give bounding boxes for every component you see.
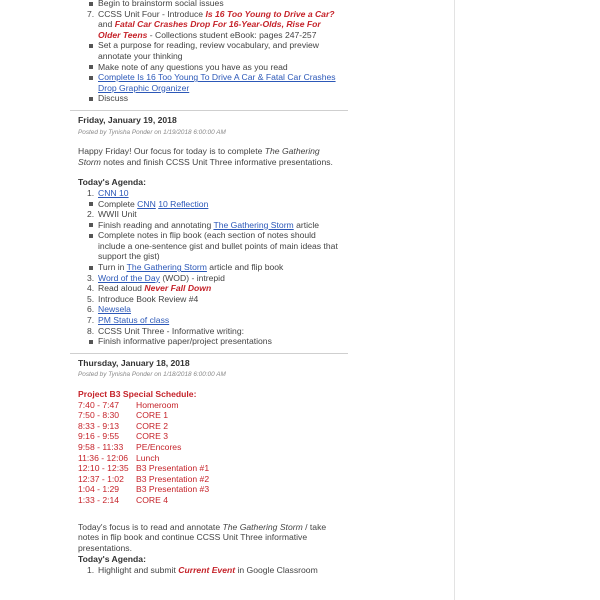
item-number: 8. — [87, 325, 95, 336]
post-focus — [78, 522, 340, 554]
schedule-row — [78, 442, 209, 453]
agenda-sublist — [98, 336, 340, 347]
blog-post-thursday — [78, 358, 340, 576]
cnn10-link[interactable]: CNN 10 — [98, 187, 129, 198]
item-number: 7. — [87, 315, 95, 326]
intro-text: notes and finish CCSS Unit Three informative presentations. — [100, 156, 333, 167]
list-item-text: Complete — [98, 198, 138, 209]
schedule-time: 9:58 - 11:33 — [78, 441, 124, 452]
agenda-item-1 — [87, 187, 340, 209]
schedule-row — [78, 410, 209, 421]
item-text: WWII Unit — [98, 209, 137, 220]
schedule-heading: Project B3 Special Schedule: — [78, 389, 197, 399]
list-item — [98, 0, 340, 9]
item-number: 4. — [87, 283, 95, 294]
agenda-item-1 — [87, 564, 340, 576]
focus-title: The Gathering Storm — [222, 521, 303, 532]
schedule-event: CORE 1 — [136, 410, 168, 421]
list-item-text: Finish reading and annotating — [98, 219, 214, 230]
schedule-event: Homeroom — [136, 399, 179, 410]
schedule-row — [78, 421, 209, 432]
focus-text: / take notes in flip book and continue CCSS Unit Three informative presentations. — [78, 521, 327, 553]
current-event-link[interactable]: Current Event — [178, 564, 236, 575]
list-item-text: Make note of any questions you have as you read — [98, 61, 288, 72]
list-item-text: article and flip book — [206, 262, 284, 273]
schedule-event: B3 Presentation #2 — [136, 473, 210, 484]
schedule-event: Lunch — [136, 452, 160, 463]
list-item — [98, 93, 340, 104]
agenda-heading: Today's Agenda: — [78, 554, 146, 565]
list-item-text: Turn in — [98, 262, 127, 273]
schedule-row — [78, 495, 209, 506]
gathering-storm-link[interactable]: The Gathering Storm — [126, 262, 207, 273]
schedule-event: CORE 3 — [136, 431, 168, 442]
list-item-text: article — [293, 219, 320, 230]
gathering-storm-link[interactable]: The Gathering Storm — [213, 219, 294, 230]
agenda-item-8 — [87, 325, 340, 347]
previous-post-sublist — [78, 0, 340, 9]
item-number: 1. — [87, 187, 95, 198]
blog-main-column — [78, 0, 340, 576]
newsela-link[interactable]: Newsela — [98, 304, 131, 315]
list-item — [98, 230, 340, 262]
graphic-organizer-link[interactable]: Complete Is 16 Too Young To Drive A Car & Fatal Car Crashes Drop Graphic Organizer — [98, 72, 336, 93]
list-item — [98, 336, 340, 347]
schedule-event: CORE 2 — [136, 420, 168, 431]
schedule-event: B3 Presentation #3 — [136, 484, 210, 495]
item-number: 6. — [87, 304, 95, 315]
cnn-link[interactable]: CNN — [137, 198, 156, 209]
agenda-item-4 — [87, 283, 340, 294]
item-text: (WOD) - intrepid — [159, 272, 225, 283]
schedule-time: 12:37 - 1:02 — [78, 473, 124, 484]
item-text: Introduce Book Review #4 — [98, 293, 199, 304]
schedule-time: 12:10 - 12:35 — [78, 463, 129, 474]
agenda-item-5 — [87, 293, 340, 305]
list-item — [98, 62, 340, 73]
article-link-fatal-crashes[interactable]: Fatal Car Crashes Drop For 16-Year-Olds, Rise For Older Teens — [98, 19, 321, 40]
post-title[interactable]: Thursday, January 18, 2018 — [78, 357, 190, 368]
item-text: in Google Classroom — [235, 564, 318, 575]
schedule-row — [78, 431, 209, 442]
list-item — [98, 199, 340, 210]
item-number: 3. — [87, 272, 95, 283]
item-number: 7. — [87, 8, 95, 19]
item-number: 5. — [87, 293, 95, 304]
list-item — [98, 40, 340, 61]
agenda-item-6 — [87, 304, 340, 315]
schedule-time: 9:16 - 9:55 — [78, 431, 120, 442]
blog-post-friday — [78, 115, 340, 347]
status-of-class-link[interactable]: PM Status of class — [98, 315, 170, 326]
schedule-row — [78, 474, 209, 485]
list-item — [98, 262, 340, 273]
list-item-text: Begin to brainstorm social issues — [98, 0, 224, 8]
item-number: 2. — [87, 209, 95, 220]
item-text: CCSS Unit Three - Informative writing: — [98, 325, 244, 336]
post-byline: Posted by Tynisha Ponder on 1/18/2018 6:00:00 AM — [78, 371, 226, 379]
item-text: - Collections student eBook: pages 247-257 — [147, 29, 317, 40]
article-link-16-too-young[interactable]: Is 16 Too Young to Drive a Car? — [205, 8, 335, 19]
schedule-time: 1:04 - 1:29 — [78, 484, 120, 495]
schedule-row — [78, 463, 209, 474]
agenda-sublist — [98, 220, 340, 273]
list-item-text: Finish informative paper/project presentations — [98, 336, 272, 347]
schedule-time: 11:36 - 12:06 — [78, 452, 129, 463]
schedule-event: B3 Presentation #1 — [136, 463, 210, 474]
agenda-list — [78, 565, 340, 576]
list-item — [98, 72, 340, 93]
schedule-row — [78, 400, 209, 411]
reflection-link[interactable]: 10 Reflection — [158, 198, 209, 209]
schedule-time: 1:33 - 2:14 — [78, 494, 120, 505]
schedule-time: 7:50 - 8:30 — [78, 410, 120, 421]
post-title[interactable]: Friday, January 19, 2018 — [78, 114, 177, 125]
post-intro — [78, 146, 340, 167]
schedule-table — [78, 400, 209, 506]
agenda-sublist — [98, 40, 340, 104]
item-text: CCSS Unit Four - Introduce — [98, 8, 206, 19]
post-byline: Posted by Tynisha Ponder on 1/19/2018 6:00:00 AM — [78, 128, 226, 136]
book-title: Never Fall Down — [144, 283, 212, 294]
item-text: Read aloud — [98, 283, 145, 294]
list-item-text: Complete notes in flip book (each section of notes should include a one-sentence gist and bullet points of main ideas that support the gist) — [98, 230, 338, 262]
agenda-list — [78, 188, 340, 347]
schedule-event: PE/Encores — [136, 441, 182, 452]
schedule-event: CORE 4 — [136, 494, 168, 505]
schedule-time: 8:33 - 9:13 — [78, 420, 120, 431]
agenda-sublist — [98, 199, 340, 210]
intro-title: The Gathering Storm — [78, 146, 320, 167]
post-divider — [70, 353, 348, 354]
sidebar-divider — [454, 0, 455, 600]
focus-text: Today's focus is to read and annotate — [78, 521, 223, 532]
agenda-item-2 — [87, 209, 340, 273]
item-number: 1. — [87, 564, 95, 575]
agenda-item-7 — [87, 315, 340, 326]
intro-text: Happy Friday! Our focus for today is to complete — [78, 146, 265, 157]
list-item-text: Discuss — [98, 93, 129, 104]
list-item-text: Set a purpose for reading, review vocabulary, and preview annotate your thinking — [98, 40, 320, 61]
agenda-heading: Today's Agenda: — [78, 177, 146, 188]
item-text: Highlight and submit — [98, 564, 179, 575]
previous-post-agenda — [78, 9, 340, 104]
schedule-row — [78, 453, 209, 464]
post-divider — [70, 110, 348, 111]
agenda-item-7 — [87, 8, 340, 104]
agenda-item-3 — [87, 272, 340, 284]
schedule-row — [78, 484, 209, 495]
item-text: and — [98, 19, 115, 30]
word-of-the-day-link[interactable]: Word of the Day — [98, 272, 160, 283]
list-item — [98, 220, 340, 231]
schedule-time: 7:40 - 7:47 — [78, 399, 120, 410]
